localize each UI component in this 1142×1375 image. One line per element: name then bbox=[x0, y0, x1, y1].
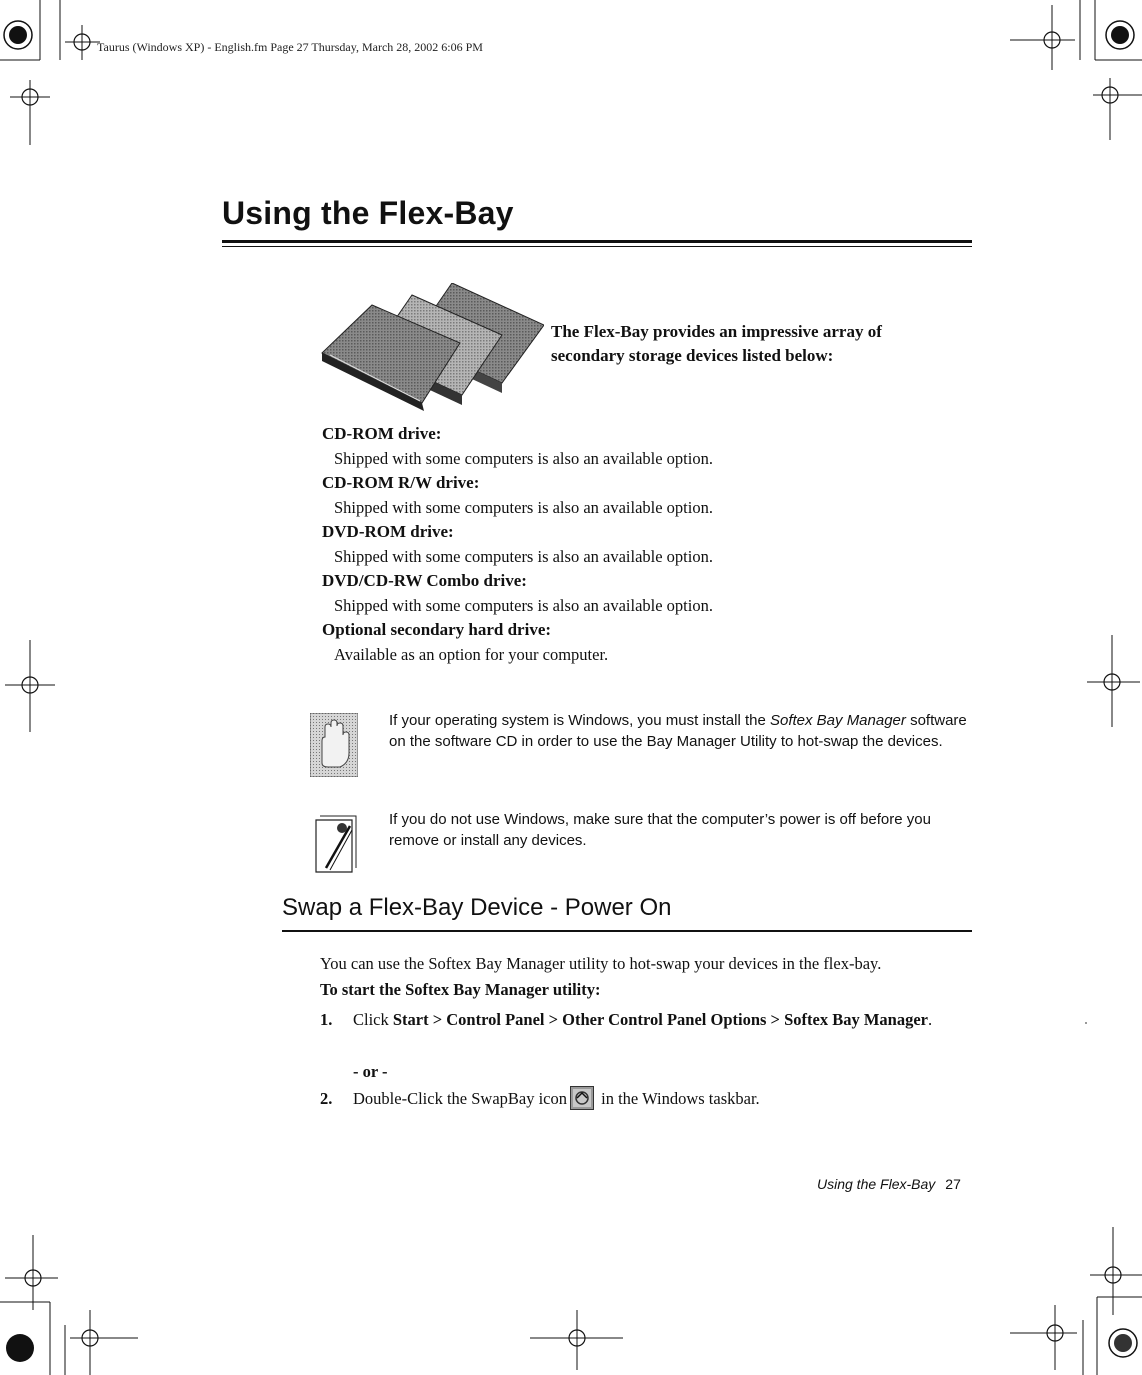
swapbay-icon bbox=[570, 1086, 594, 1110]
step-number: 1. bbox=[320, 1010, 333, 1029]
list-item bbox=[322, 618, 942, 667]
title-rule bbox=[222, 240, 972, 243]
registration-mark-mid-right bbox=[1085, 635, 1142, 730]
list-item bbox=[322, 422, 942, 471]
registration-mark-bottom-center bbox=[530, 1310, 625, 1375]
title-rule-thin bbox=[222, 246, 972, 247]
device-list bbox=[322, 422, 942, 667]
registration-mark-top-left bbox=[0, 0, 100, 150]
section-rule bbox=[282, 930, 972, 932]
device-name: Optional secondary hard drive: bbox=[322, 620, 552, 639]
menu-path: Start > Control Panel > Other Control Panel Options > Softex Bay Manager bbox=[392, 1010, 928, 1029]
device-description: Shipped with some computers is also an available option. bbox=[334, 596, 713, 615]
device-description: Shipped with some computers is also an available option. bbox=[334, 498, 713, 517]
device-name: CD-ROM R/W drive: bbox=[322, 473, 480, 492]
registration-mark-bottom-right bbox=[1005, 1225, 1142, 1375]
device-description: Available as an option for your computer. bbox=[334, 645, 609, 664]
header-slug: Taurus (Windows XP) - English.fm Page 27 Thursday, March 28, 2002 6:06 PM bbox=[97, 40, 483, 54]
device-name: DVD-ROM drive: bbox=[322, 522, 454, 541]
step-text: Click Start > Control Panel > Other Control Panel Options > Softex Bay Manager. bbox=[353, 1010, 933, 1029]
or-separator: - or - bbox=[353, 1062, 388, 1081]
list-item bbox=[322, 520, 942, 569]
list-item bbox=[322, 471, 942, 520]
product-name: Softex Bay Manager bbox=[769, 712, 906, 729]
steps-heading: To start the Softex Bay Manager utility: bbox=[320, 980, 601, 999]
note-pencil-icon bbox=[312, 812, 364, 876]
registration-mark-bottom-left bbox=[0, 1230, 140, 1375]
power-off-note-text: If you do not use Windows, make sure that the computer’s power is off before you remove or install any devices. bbox=[389, 811, 931, 849]
scan-speck bbox=[1085, 1022, 1087, 1024]
registration-mark-mid-left bbox=[0, 640, 60, 735]
device-name: DVD/CD-RW Combo drive: bbox=[322, 571, 527, 590]
device-name: CD-ROM drive: bbox=[322, 424, 442, 443]
registration-mark-top-right bbox=[1005, 0, 1142, 150]
step-number: 2. bbox=[320, 1089, 333, 1108]
page-footer bbox=[817, 1176, 961, 1192]
intro-text: The Flex-Bay provides an impressive array of secondary storage devices listed below: bbox=[551, 322, 882, 365]
section-body: You can use the Softex Bay Manager utility to hot-swap your devices in the flex-bay. bbox=[320, 954, 882, 973]
device-description: Shipped with some computers is also an available option. bbox=[334, 547, 713, 566]
caution-hand-icon bbox=[310, 713, 358, 777]
step-text: Double-Click the SwapBay icon in the Windows taskbar. bbox=[353, 1086, 963, 1111]
footer-title: Using the Flex-Bay bbox=[817, 1176, 936, 1192]
device-description: Shipped with some computers is also an available option. bbox=[334, 449, 713, 468]
list-item bbox=[322, 569, 942, 618]
flex-bay-devices-illustration bbox=[312, 283, 544, 415]
page-number: 27 bbox=[945, 1176, 961, 1192]
page-title: Using the Flex-Bay bbox=[222, 195, 514, 231]
section-title: Swap a Flex-Bay Device - Power On bbox=[282, 894, 672, 921]
caution-note-text: If your operating system is Windows, you must install the Softex Bay Manager software on the software CD in order to use the Bay Manager Utility to hot-swap the devices. bbox=[389, 712, 967, 750]
